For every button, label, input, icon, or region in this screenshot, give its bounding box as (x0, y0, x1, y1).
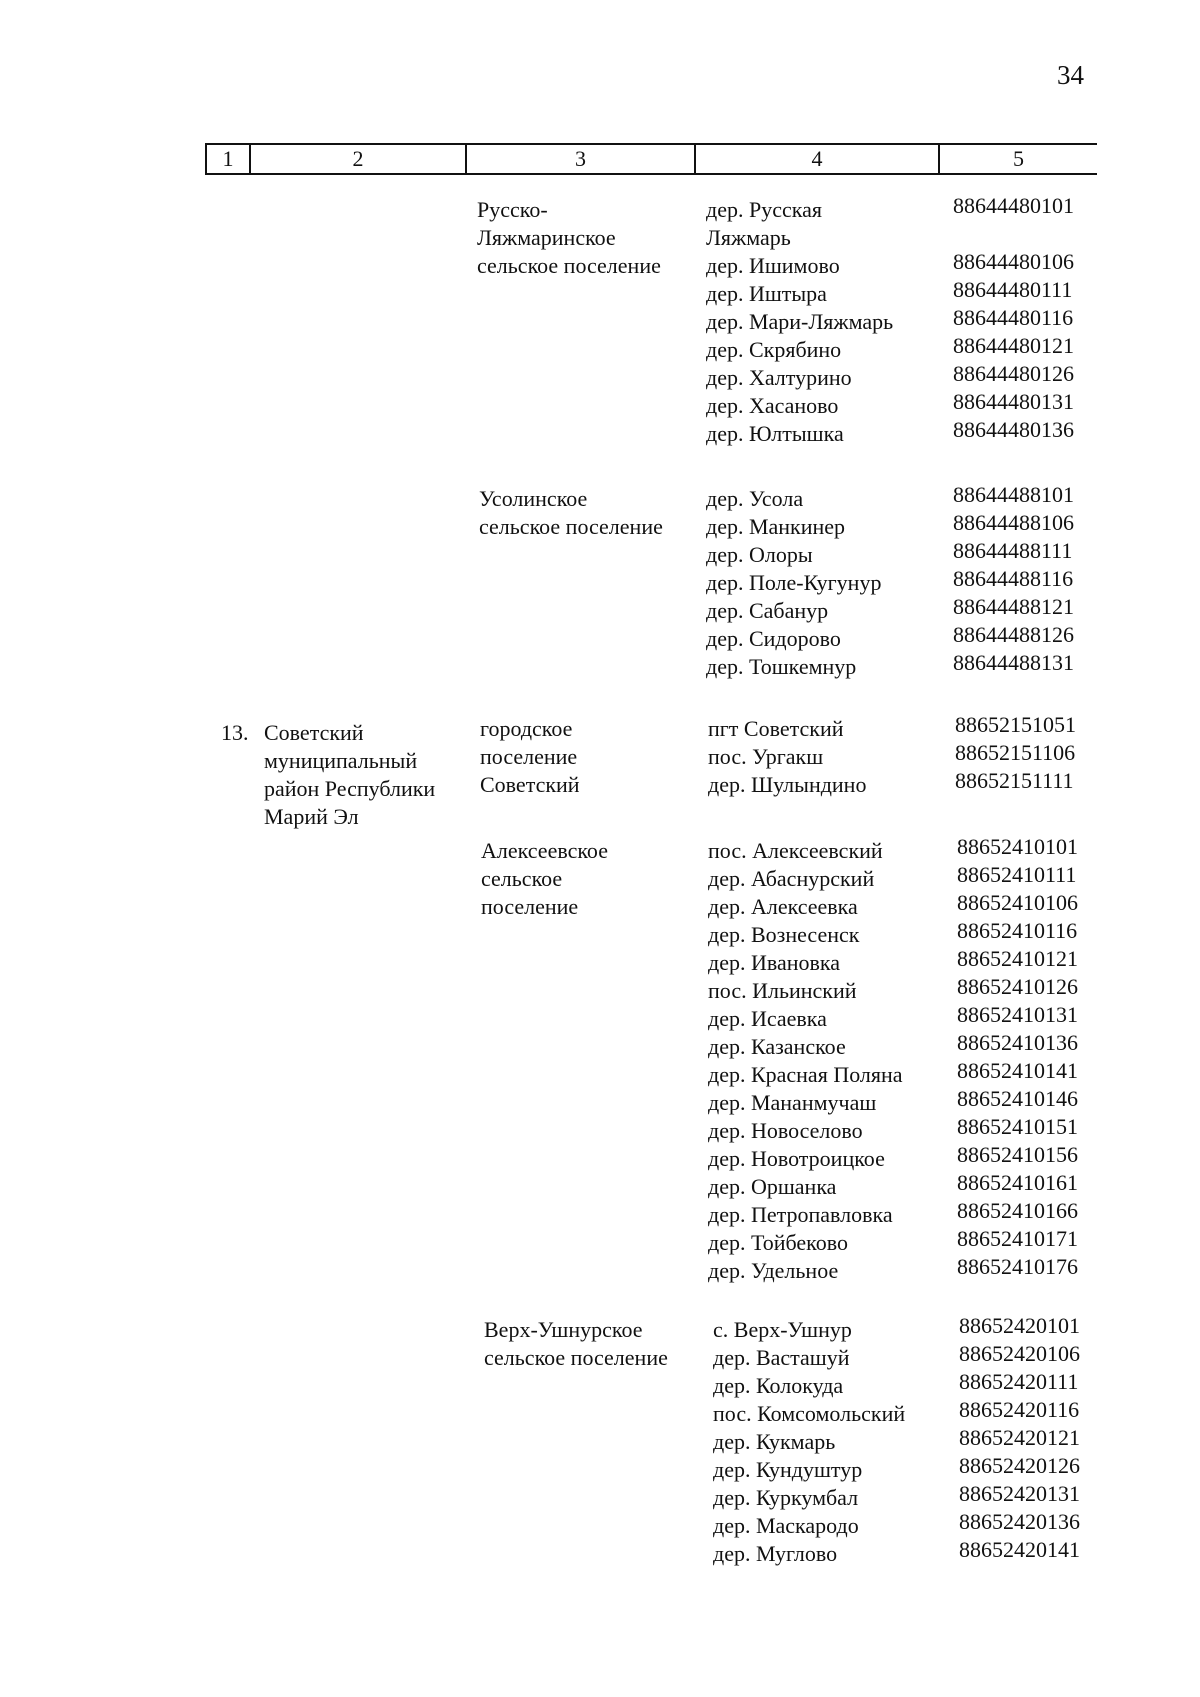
settlement-name-line: городское (480, 716, 573, 741)
oktmo-code: 88644488126 (953, 622, 1074, 647)
oktmo-code: 88644488116 (953, 566, 1074, 591)
header-col-2: 2 (352, 146, 364, 171)
header-bottom-rule (205, 173, 1097, 175)
oktmo-code: 88652151051 (955, 712, 1076, 737)
place-name-line: дер. Тойбеково (708, 1230, 848, 1255)
oktmo-code: 88652410116 (957, 918, 1078, 943)
place-name-line: дер. Скрябино (706, 337, 842, 362)
place-name (708, 1145, 885, 1173)
oktmo-code: 88652410146 (957, 1086, 1078, 1111)
place-name-line: дер. Новоселово (708, 1118, 863, 1143)
place-name-line: дер. Кукмарь (713, 1429, 836, 1454)
oktmo-code: 88652410131 (957, 1002, 1078, 1027)
oktmo-code: 88652420126 (959, 1453, 1080, 1478)
settlement-name (481, 837, 608, 921)
place-name (713, 1484, 858, 1512)
place-name (706, 336, 841, 364)
region-name-line: район Республики (264, 776, 436, 801)
place-name (708, 1089, 876, 1117)
settlement-name-line: поселение (481, 894, 579, 919)
settlement-name (477, 196, 661, 280)
place-name (708, 949, 840, 977)
place-name-line: дер. Поле-Кугунур (706, 570, 882, 595)
oktmo-code: 88644488131 (953, 650, 1074, 675)
place-name-line: дер. Красная Поляна (708, 1062, 903, 1087)
oktmo-code: 88652410121 (957, 946, 1078, 971)
place-name (713, 1456, 862, 1484)
oktmo-code: 88652420121 (959, 1425, 1080, 1450)
place-name (706, 541, 813, 569)
oktmo-code: 88652410111 (957, 862, 1077, 887)
place-name-line: дер. Манкинер (706, 514, 846, 539)
oktmo-code: 88652151106 (955, 740, 1076, 765)
header-col-5: 5 (1013, 146, 1024, 171)
place-name (708, 771, 866, 799)
oktmo-code: 88644480101 (953, 193, 1074, 218)
oktmo-code: 88652420106 (959, 1341, 1080, 1366)
region-name-line: Советский (264, 720, 364, 745)
place-name-line: дер. Вознесенск (708, 922, 860, 947)
place-name (708, 1117, 863, 1145)
place-name (706, 597, 828, 625)
place-name (708, 865, 874, 893)
oktmo-code: 88652420116 (959, 1397, 1080, 1422)
oktmo-code: 88652420101 (959, 1313, 1080, 1338)
place-name (708, 893, 858, 921)
place-name (706, 392, 838, 420)
settlement-name-line: сельское поселение (477, 253, 661, 278)
place-name-line: дер. Колокуда (713, 1373, 844, 1398)
place-name-line: дер. Тошкемнур (706, 654, 857, 679)
place-name (708, 977, 857, 1005)
place-name (706, 196, 822, 252)
oktmo-code: 88644480131 (953, 389, 1074, 414)
settlement-name-line: Верх-Ушнурское (484, 1317, 643, 1342)
region-name-line: муниципальный (264, 748, 418, 773)
place-name-line: дер. Оршанка (708, 1174, 837, 1199)
place-name (713, 1512, 859, 1540)
settlement-name (484, 1316, 668, 1372)
place-name-line: пос. Комсомольский (713, 1401, 906, 1426)
place-name-line: пос. Ургакш (708, 744, 824, 769)
place-name-line: дер. Сидорово (706, 626, 841, 651)
place-name (706, 653, 856, 681)
header-col-4: 4 (811, 146, 823, 171)
place-name (706, 513, 845, 541)
oktmo-code: 88652410161 (957, 1170, 1078, 1195)
settlement-name-line: Алексеевское (481, 838, 608, 863)
place-name-line: дер. Кундуштур (713, 1457, 863, 1482)
place-name-line: дер. Алексеевка (708, 894, 858, 919)
oktmo-code: 88644488121 (953, 594, 1074, 619)
oktmo-code: 88652410171 (957, 1226, 1078, 1251)
oktmo-code: 88652420136 (959, 1509, 1080, 1534)
oktmo-code: 88644480116 (953, 305, 1074, 330)
place-name-line: с. Верх-Ушнур (713, 1317, 852, 1342)
settlement-name-line: сельское (481, 866, 563, 891)
place-name-line: дер. Сабанур (706, 598, 829, 623)
place-name (713, 1400, 905, 1428)
oktmo-code: 88652410151 (957, 1114, 1078, 1139)
place-name (706, 252, 840, 280)
place-name-line: дер. Исаевка (708, 1006, 827, 1031)
oktmo-code: 88652420111 (959, 1369, 1079, 1394)
place-name-line: дер. Шулындино (708, 772, 867, 797)
place-name (708, 1005, 827, 1033)
place-name (706, 625, 841, 653)
place-name-line: дер. Ишимово (706, 253, 840, 278)
place-name-line: дер. Усола (706, 486, 804, 511)
place-name-line: пгт Советский (708, 716, 844, 741)
place-name-line: дер. Олоры (706, 542, 813, 567)
place-name-line: дер. Петропавловка (708, 1202, 893, 1227)
place-name-line: дер. Куркумбал (713, 1485, 859, 1510)
place-name (706, 364, 852, 392)
place-name-line: дер. Муглово (713, 1541, 838, 1566)
page-number: 34 (1057, 60, 1084, 90)
place-name (708, 1173, 836, 1201)
place-name-line: дер. Абаснурский (708, 866, 875, 891)
place-name (708, 921, 859, 949)
place-name-line: пос. Ильинский (708, 978, 857, 1003)
region-name-line: Марий Эл (264, 804, 359, 829)
place-name (708, 1257, 838, 1285)
settlement-name-line: Усолинское (479, 486, 588, 511)
oktmo-code: 88652410166 (957, 1198, 1078, 1223)
place-name (708, 1229, 848, 1257)
place-name (706, 485, 803, 513)
settlement-name-line: Русско- (477, 197, 548, 222)
place-name-line: дер. Мари-Ляжмарь (706, 309, 894, 334)
header-col-3: 3 (575, 146, 586, 171)
place-name (706, 308, 893, 336)
place-name-line: дер. Ивановка (708, 950, 840, 975)
settlement-name-line: Советский (480, 772, 580, 797)
place-name (706, 420, 844, 448)
place-name (708, 1033, 846, 1061)
place-name-line: дер. Маскародо (713, 1513, 859, 1538)
place-name-line: дер. Мананмучаш (708, 1090, 877, 1115)
place-name-line: дер. Хасаново (706, 393, 839, 418)
place-name-line: пос. Алексеевский (708, 838, 883, 863)
header-col-1: 1 (222, 146, 234, 171)
place-name-line: Ляжмарь (706, 225, 791, 250)
oktmo-code: 88652151111 (955, 768, 1074, 793)
oktmo-code: 88644480136 (953, 417, 1074, 442)
place-name (708, 715, 844, 743)
place-name (708, 1061, 903, 1089)
oktmo-code: 88652410176 (957, 1254, 1078, 1279)
place-name (713, 1344, 850, 1372)
place-name-line: дер. Халтурино (706, 365, 852, 390)
place-name (713, 1316, 852, 1344)
place-name (708, 743, 823, 771)
oktmo-code: 88644488111 (953, 538, 1073, 563)
place-name-line: дер. Юлтышка (706, 421, 844, 446)
region-number: 13. (221, 720, 249, 745)
place-name (708, 1201, 893, 1229)
oktmo-code: 88644480111 (953, 277, 1073, 302)
place-name (708, 837, 883, 865)
oktmo-code: 88652410126 (957, 974, 1078, 999)
oktmo-code: 88644480126 (953, 361, 1074, 386)
oktmo-code: 88644488101 (953, 482, 1074, 507)
oktmo-code: 88652420141 (959, 1537, 1080, 1562)
oktmo-code: 88652410156 (957, 1142, 1078, 1167)
oktmo-code: 88644480121 (953, 333, 1074, 358)
settlement-name-line: сельское поселение (479, 514, 663, 539)
settlement-name (480, 715, 580, 799)
oktmo-code: 88652410136 (957, 1030, 1078, 1055)
place-name (706, 569, 881, 597)
place-name-line: дер. Казанское (708, 1034, 846, 1059)
place-name-line: дер. Новотроицкое (708, 1146, 885, 1171)
oktmo-code: 88652420131 (959, 1481, 1080, 1506)
oktmo-code: 88652410106 (957, 890, 1078, 915)
settlement-name-line: Ляжмаринское (477, 225, 616, 250)
place-name-line: дер. Удельное (708, 1258, 839, 1283)
oktmo-code: 88652410101 (957, 834, 1078, 859)
oktmo-code: 88644488106 (953, 510, 1074, 535)
place-name-line: дер. Васташуй (713, 1345, 850, 1370)
place-name (706, 280, 827, 308)
place-name (713, 1428, 835, 1456)
oktmo-code: 88644480106 (953, 249, 1074, 274)
header-top-rule (205, 143, 1097, 145)
place-name (713, 1372, 843, 1400)
oktmo-code: 88652410141 (957, 1058, 1078, 1083)
place-name-line: дер. Русская (706, 197, 822, 222)
settlement-name-line: сельское поселение (484, 1345, 668, 1370)
place-name-line: дер. Иштыра (706, 281, 827, 306)
place-name (713, 1540, 837, 1568)
region-name (264, 719, 464, 831)
settlement-name (479, 485, 663, 541)
settlement-name-line: поселение (480, 744, 578, 769)
